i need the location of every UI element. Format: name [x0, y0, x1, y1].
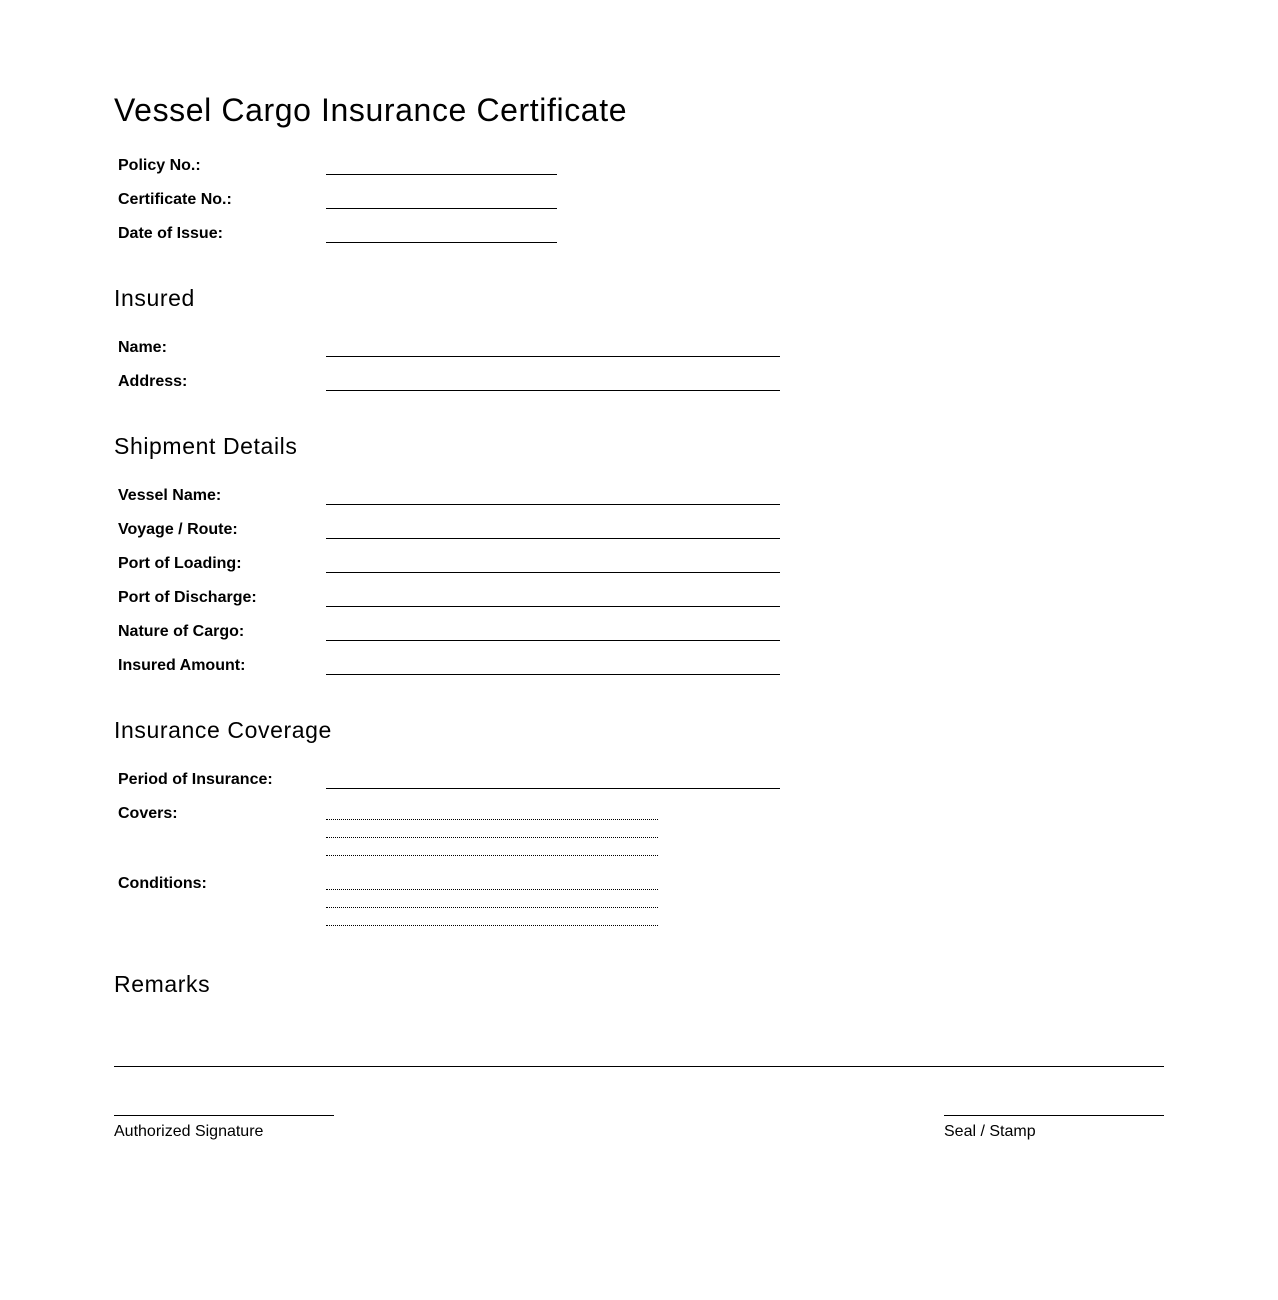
vessel-name-field[interactable]: [326, 504, 780, 505]
nature-of-cargo-field[interactable]: [326, 640, 780, 641]
date-of-issue-label: Date of Issue:: [118, 225, 223, 242]
shipment-heading: Shipment Details: [114, 433, 298, 459]
port-of-loading-label: Port of Loading:: [118, 555, 242, 572]
nature-of-cargo-label: Nature of Cargo:: [118, 623, 245, 640]
document-title: Vessel Cargo Insurance Certificate: [114, 92, 628, 128]
insured-name-label: Name:: [118, 339, 167, 356]
conditions-line-2[interactable]: [326, 907, 658, 908]
period-of-insurance-label: Period of Insurance:: [118, 771, 273, 788]
certificate-no-label: Certificate No.:: [118, 191, 232, 208]
insured-amount-label: Insured Amount:: [118, 657, 246, 674]
conditions-line-1[interactable]: [326, 889, 658, 890]
conditions-label: Conditions:: [118, 875, 207, 892]
conditions-line-3[interactable]: [326, 925, 658, 926]
insured-address-field[interactable]: [326, 390, 780, 391]
insured-address-label: Address:: [118, 373, 188, 390]
insured-amount-field[interactable]: [326, 674, 780, 675]
voyage-route-label: Voyage / Route:: [118, 521, 238, 538]
covers-line-1[interactable]: [326, 819, 658, 820]
policy-no-label: Policy No.:: [118, 157, 201, 174]
remarks-heading: Remarks: [114, 971, 211, 997]
port-of-loading-field[interactable]: [326, 572, 780, 573]
covers-line-3[interactable]: [326, 855, 658, 856]
insured-name-field[interactable]: [326, 356, 780, 357]
covers-line-2[interactable]: [326, 837, 658, 838]
seal-stamp-label: Seal / Stamp: [944, 1123, 1036, 1140]
seal-stamp-line[interactable]: [944, 1115, 1164, 1116]
covers-label: Covers:: [118, 805, 178, 822]
period-of-insurance-field[interactable]: [326, 788, 780, 789]
policy-no-field[interactable]: [326, 174, 557, 175]
voyage-route-field[interactable]: [326, 538, 780, 539]
remarks-line[interactable]: [114, 1066, 1164, 1067]
coverage-heading: Insurance Coverage: [114, 717, 332, 743]
authorized-signature-line[interactable]: [114, 1115, 334, 1116]
port-of-discharge-field[interactable]: [326, 606, 780, 607]
certificate-no-field[interactable]: [326, 208, 557, 209]
port-of-discharge-label: Port of Discharge:: [118, 589, 257, 606]
authorized-signature-label: Authorized Signature: [114, 1123, 264, 1140]
insured-heading: Insured: [114, 285, 195, 311]
vessel-name-label: Vessel Name:: [118, 487, 222, 504]
date-of-issue-field[interactable]: [326, 242, 557, 243]
